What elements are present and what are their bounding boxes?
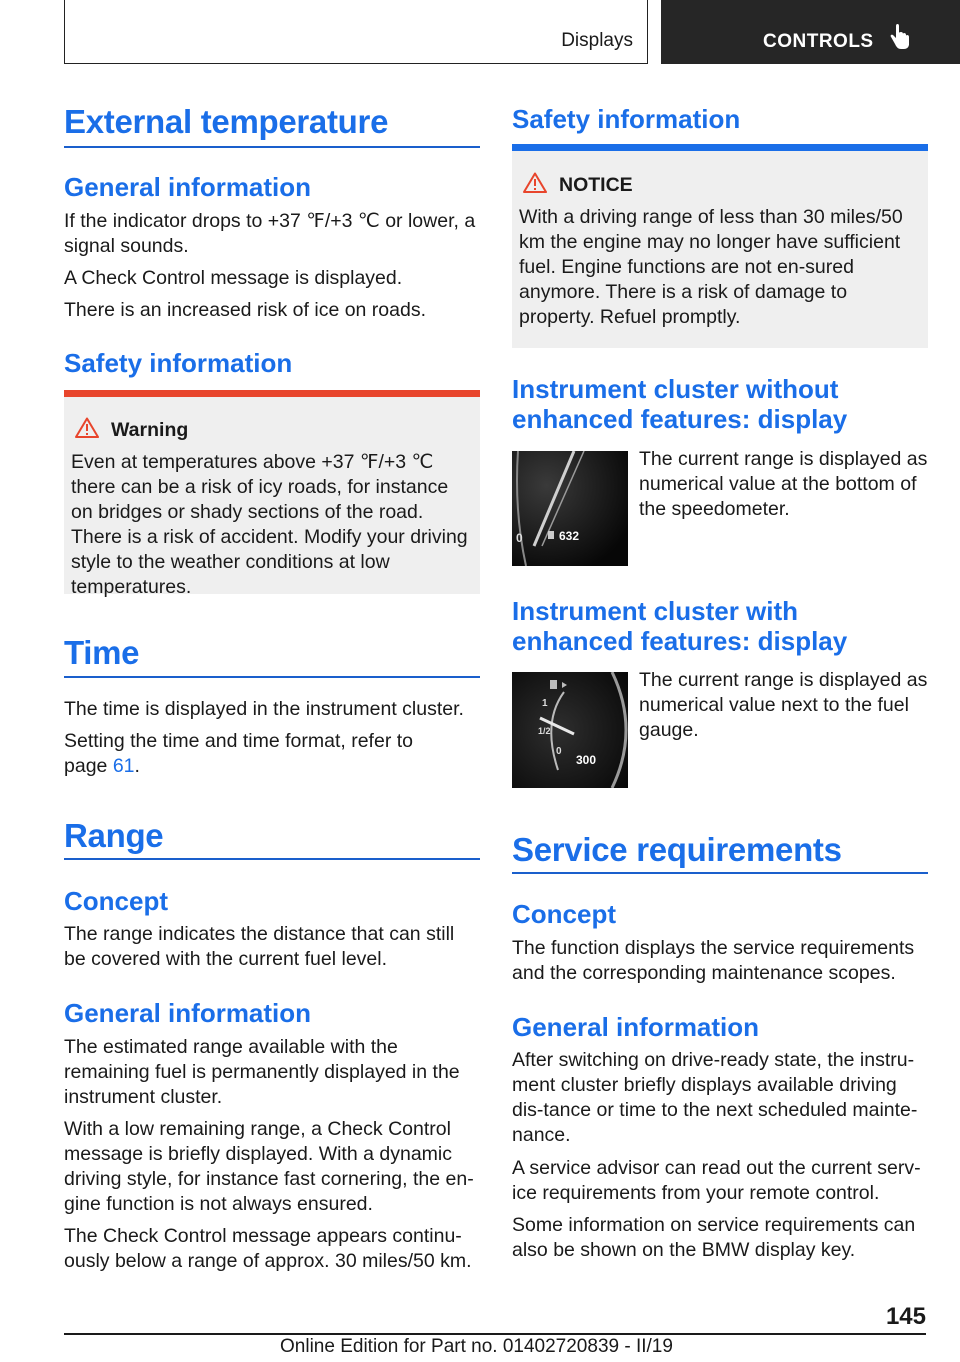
cluster-with-heading-l2: enhanced features: display [512, 626, 848, 656]
ext-temp-title: External temperature [64, 103, 389, 140]
range-concept-text: The range indicates the distance that can still be covered with the current fuel level. [64, 923, 455, 970]
fuel-gauge-one: 1 [542, 698, 548, 709]
speedometer-zero: 0 [516, 531, 523, 545]
ext-temp-general-p2: A Check Control message is displayed. [64, 267, 403, 289]
cluster-with-heading [512, 596, 847, 656]
service-rule [512, 872, 928, 874]
ext-temp-safety-heading: Safety information [64, 348, 293, 378]
service-concept-text: The function displays the service requirements and the corresponding maintenance scopes. [512, 937, 915, 984]
service-general-heading: General information [512, 1012, 760, 1042]
range-general-g2: With a low remaining range, a Check Control message is briefly displayed. With a dynamic driving style, for instance fast cornering, the en-gine function is not always ensured. [64, 1118, 474, 1215]
range-general-heading: General information [64, 998, 312, 1028]
page-link[interactable]: 61 [112, 755, 135, 777]
fuel-gauge-zero: 0 [556, 746, 562, 757]
range-concept-heading: Concept [64, 886, 168, 916]
warning-box [64, 390, 480, 598]
fuel-gauge-image [512, 672, 628, 788]
notice-text: With a driving range of less than 30 miles/50 km the engine may no longer have sufficient fuel. Engine functions are not en-sured anymore. There is a risk of damage to property. Refuel promptly. [519, 206, 903, 328]
footer-edition: Online Edition for Part no. 01402720839 - II/19 [280, 1336, 673, 1357]
time-rule [64, 676, 480, 678]
notice-title: NOTICE [559, 174, 633, 196]
page-number: 145 [885, 1303, 926, 1330]
range-rule [64, 858, 480, 860]
right-safety-heading: Safety information [512, 104, 741, 134]
ext-temp-general-heading: General information [64, 172, 312, 202]
time-p2-suffix: . [134, 755, 140, 777]
cluster-with-heading-l1: Instrument cluster with [512, 596, 799, 626]
fuel-gauge-range-value: 300 [576, 753, 597, 767]
warning-text: Even at temperatures above +37 ℉/+3 ℃ there can be a risk of icy roads, for instance on bridges or shady sections of the road. There is a risk of accident. Modify your driving style to the weather conditions at low temperatures. [71, 451, 468, 598]
time-p2-text: Setting the time and time format, refer to page [64, 730, 413, 777]
cluster-without-heading-l2: enhanced features: display [512, 404, 848, 434]
hand-pointer-icon [889, 24, 911, 52]
cluster-without-heading [512, 374, 847, 434]
time-title: Time [64, 634, 140, 671]
fuel-gauge-half: 1/2 [538, 726, 551, 736]
header-section-tab [64, 0, 648, 64]
ext-temp-general-p1: If the indicator drops to +37 ℉/+3 ℃ or lower, a signal sounds. [64, 210, 476, 257]
cluster-without-text: The current range is displayed as numerical value at the bottom of the speedometer. [639, 448, 928, 520]
footer-rule [64, 1333, 926, 1335]
speedometer-range-value: 632 [559, 529, 580, 543]
service-general-g2: A service advisor can read out the current serv-ice requirements from your remote control. [512, 1157, 921, 1204]
service-concept-heading: Concept [512, 899, 616, 929]
notice-box [512, 144, 928, 348]
cluster-without-heading-l1: Instrument cluster without [512, 374, 839, 404]
range-general-g1: The estimated range available with the remaining fuel is permanently displayed in the instrument cluster. [64, 1036, 460, 1108]
notice-triangle-icon [523, 172, 547, 193]
header-section-label: Displays [561, 30, 633, 51]
range-general-g3: The Check Control message appears continu-ously below a range of approx. 30 miles/50 km. [64, 1225, 472, 1272]
warning-title: Warning [111, 419, 189, 441]
ext-temp-rule [64, 146, 480, 148]
warning-bar [64, 390, 480, 397]
service-general-g1: After switching on drive-ready state, the instru-ment cluster briefly displays available driving dis-tance or time to the next scheduled mainte-nance. [512, 1049, 918, 1146]
notice-bar [512, 144, 928, 151]
warning-triangle-icon [75, 417, 99, 438]
speedometer-image [512, 451, 628, 566]
service-general-g3: Some information on service requirements can also be shown on the BMW display key. [512, 1214, 916, 1261]
cluster-with-text: The current range is displayed as numerical value next to the fuel gauge. [639, 669, 928, 741]
service-title: Service requirements [512, 831, 842, 868]
time-p2 [64, 729, 424, 779]
header-chapter-label: CONTROLS [763, 31, 874, 52]
range-title: Range [64, 817, 164, 854]
ext-temp-general-p3: There is an increased risk of ice on roads. [64, 299, 427, 321]
header-chapter-tab [661, 0, 960, 64]
time-p1: The time is displayed in the instrument cluster. [64, 698, 464, 720]
